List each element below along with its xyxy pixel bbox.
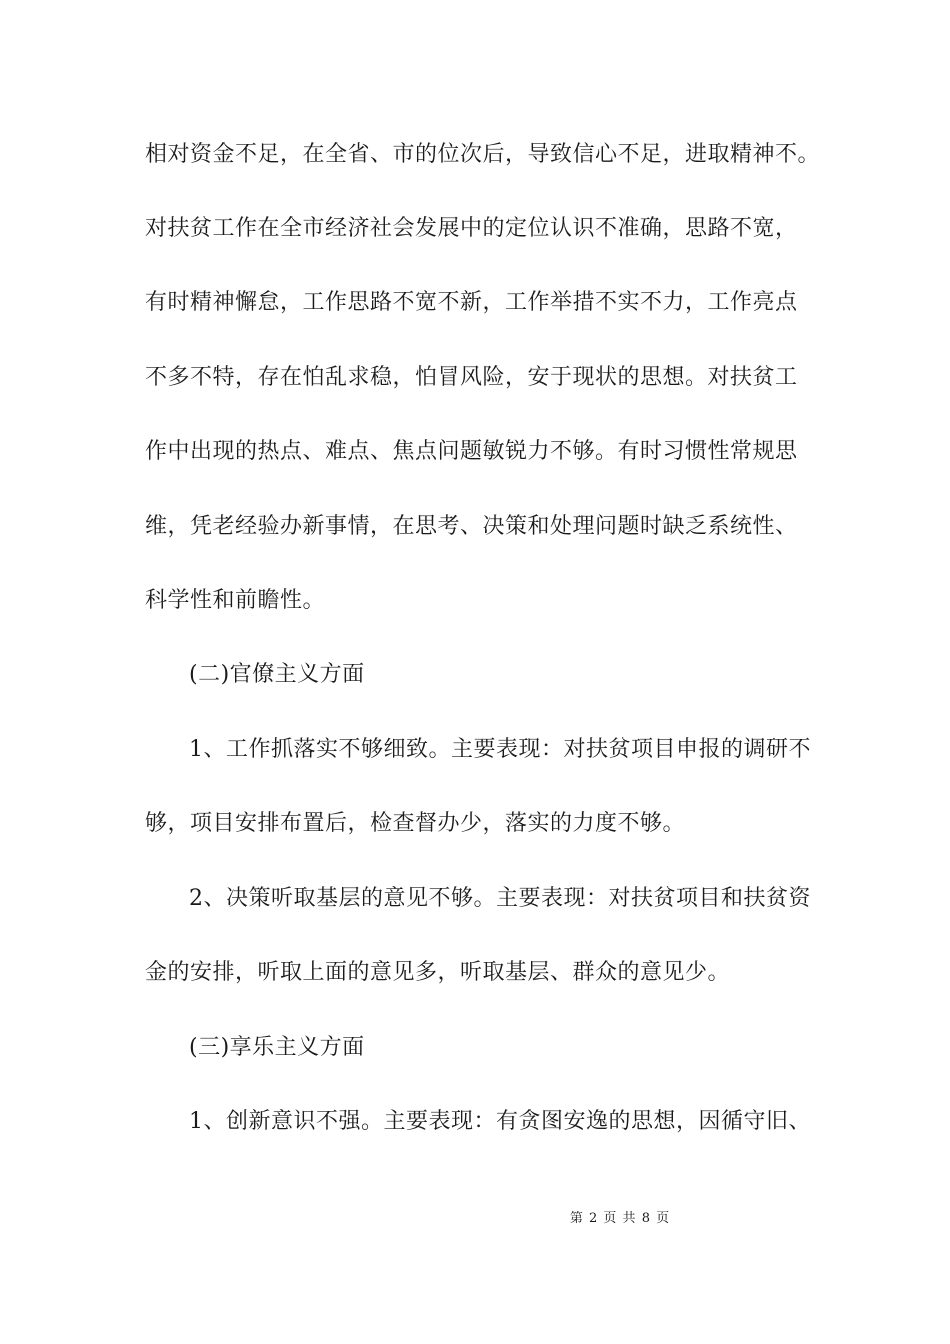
text-line-1: 相对资金不足，在全省、市的位次后，导致信心不足，进取精神不。 [145, 142, 821, 167]
page-footer [0, 1210, 950, 1228]
text-line-6: 维，凭老经验办新事情，在思考、决策和处理问题时缺乏系统性、 [145, 514, 798, 539]
text-line-7: 科学性和前瞻性。 [145, 588, 326, 613]
section-heading-bureaucratism: (二)官僚主义方面 [189, 662, 365, 687]
text-line-4: 不多不特，存在怕乱求稳，怕冒风险，安于现状的思想。对扶贫工 [145, 365, 798, 390]
text-line-3: 有时精神懈怠，工作思路不宽不新，工作举措不实不力，工作亮点 [145, 290, 798, 315]
text-line-10: 够，项目安排布置后，检查督办少，落实的力度不够。 [145, 811, 686, 836]
text-line-2: 对扶贫工作在全市经济社会发展中的定位认识不准确，思路不宽， [145, 216, 798, 241]
page-number: 第 2 页 共 8 页 [569, 1211, 671, 1226]
text-line-9: 1、工作抓落实不够细致。主要表现：对扶贫项目申报的调研不 [189, 737, 811, 762]
section-heading-hedonism: (三)享乐主义方面 [189, 1035, 365, 1060]
text-line-14: 1、创新意识不强。主要表现：有贪图安逸的思想，因循守旧、 [189, 1109, 811, 1134]
text-line-11: 2、决策听取基层的意见不够。主要表现：对扶贫项目和扶贫资 [189, 886, 811, 911]
text-line-12: 金的安排，听取上面的意见多，听取基层、群众的意见少。 [145, 960, 731, 985]
text-line-5: 作中出现的热点、难点、焦点问题敏锐力不够。有时习惯性常规思 [145, 439, 798, 464]
